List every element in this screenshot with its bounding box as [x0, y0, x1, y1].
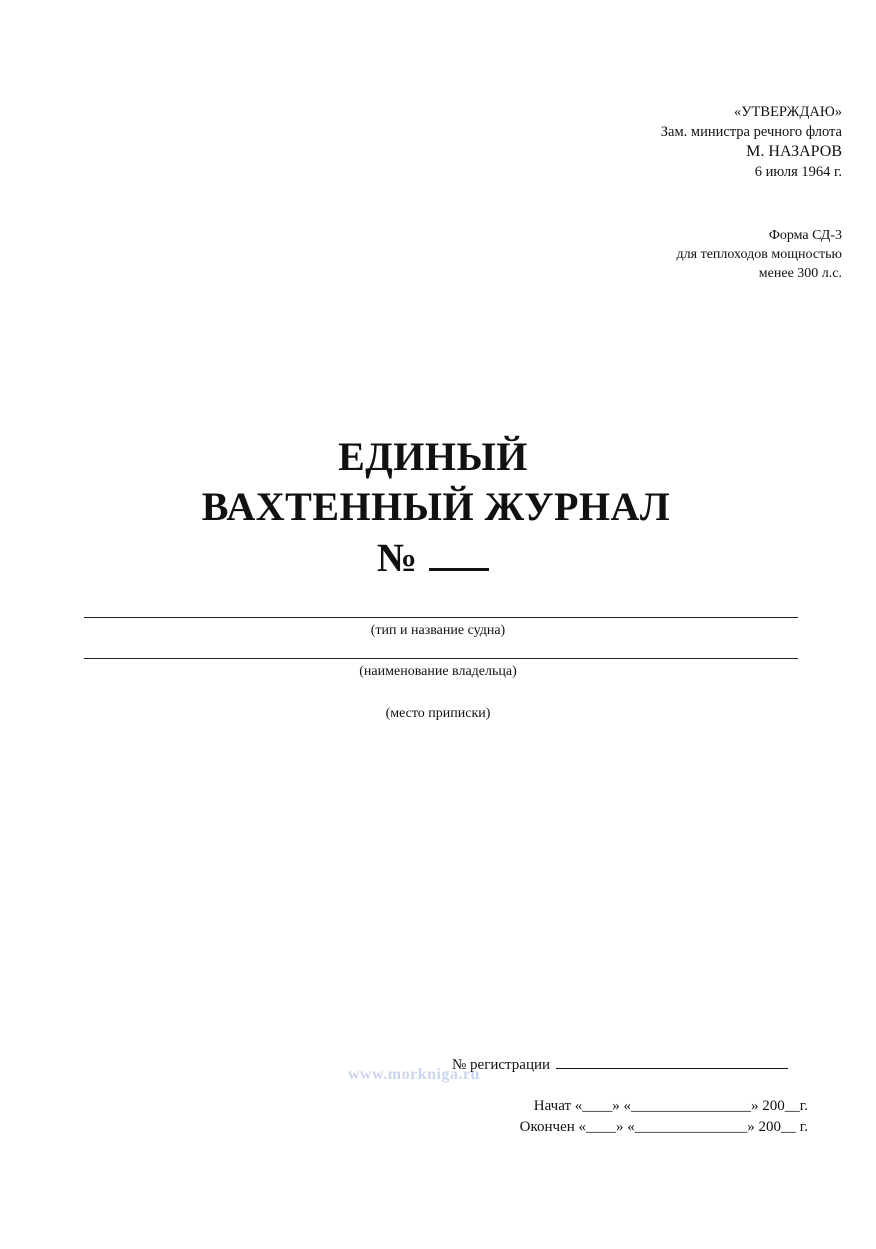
title-line-1: ЕДИНЫЙ [338, 434, 528, 479]
started-date: Начат «____» «________________» 200__г. [533, 1098, 808, 1114]
vessel-line [84, 617, 798, 618]
approval-stamp [661, 102, 842, 182]
finished-date: Окончен «____» «_______________» 200__ г. [519, 1119, 808, 1135]
approval-name: М. НАЗАРОВ [746, 143, 842, 160]
watermark: www.morkniga.ru [348, 1066, 480, 1083]
title-number [0, 532, 872, 584]
title-line-2: ВАХТЕННЫЙ ЖУРНАЛ [201, 484, 671, 529]
registration-label: № регистрации [452, 1057, 551, 1073]
registration-field [452, 1054, 788, 1075]
form-info [677, 226, 842, 283]
dates-block [520, 1096, 808, 1138]
document-title [0, 432, 872, 584]
number-blank [429, 540, 489, 571]
vessel-caption: (тип и название судна) [370, 623, 506, 638]
owner-line [84, 658, 798, 659]
form-line-2: для теплоходов мощностью [676, 247, 842, 262]
registration-line [556, 1054, 788, 1069]
form-line-3: менее 300 л.с. [758, 266, 842, 281]
approval-position: Зам. министра речного флота [660, 124, 842, 140]
number-sign: № [376, 535, 418, 580]
approval-date: 6 июля 1964 г. [754, 164, 842, 180]
approval-heading: «УТВЕРЖДАЮ» [734, 104, 842, 120]
port-caption: (место приписки) [385, 706, 491, 721]
form-code: Форма СД-3 [768, 228, 842, 243]
owner-caption: (наименование владельца) [359, 664, 517, 679]
